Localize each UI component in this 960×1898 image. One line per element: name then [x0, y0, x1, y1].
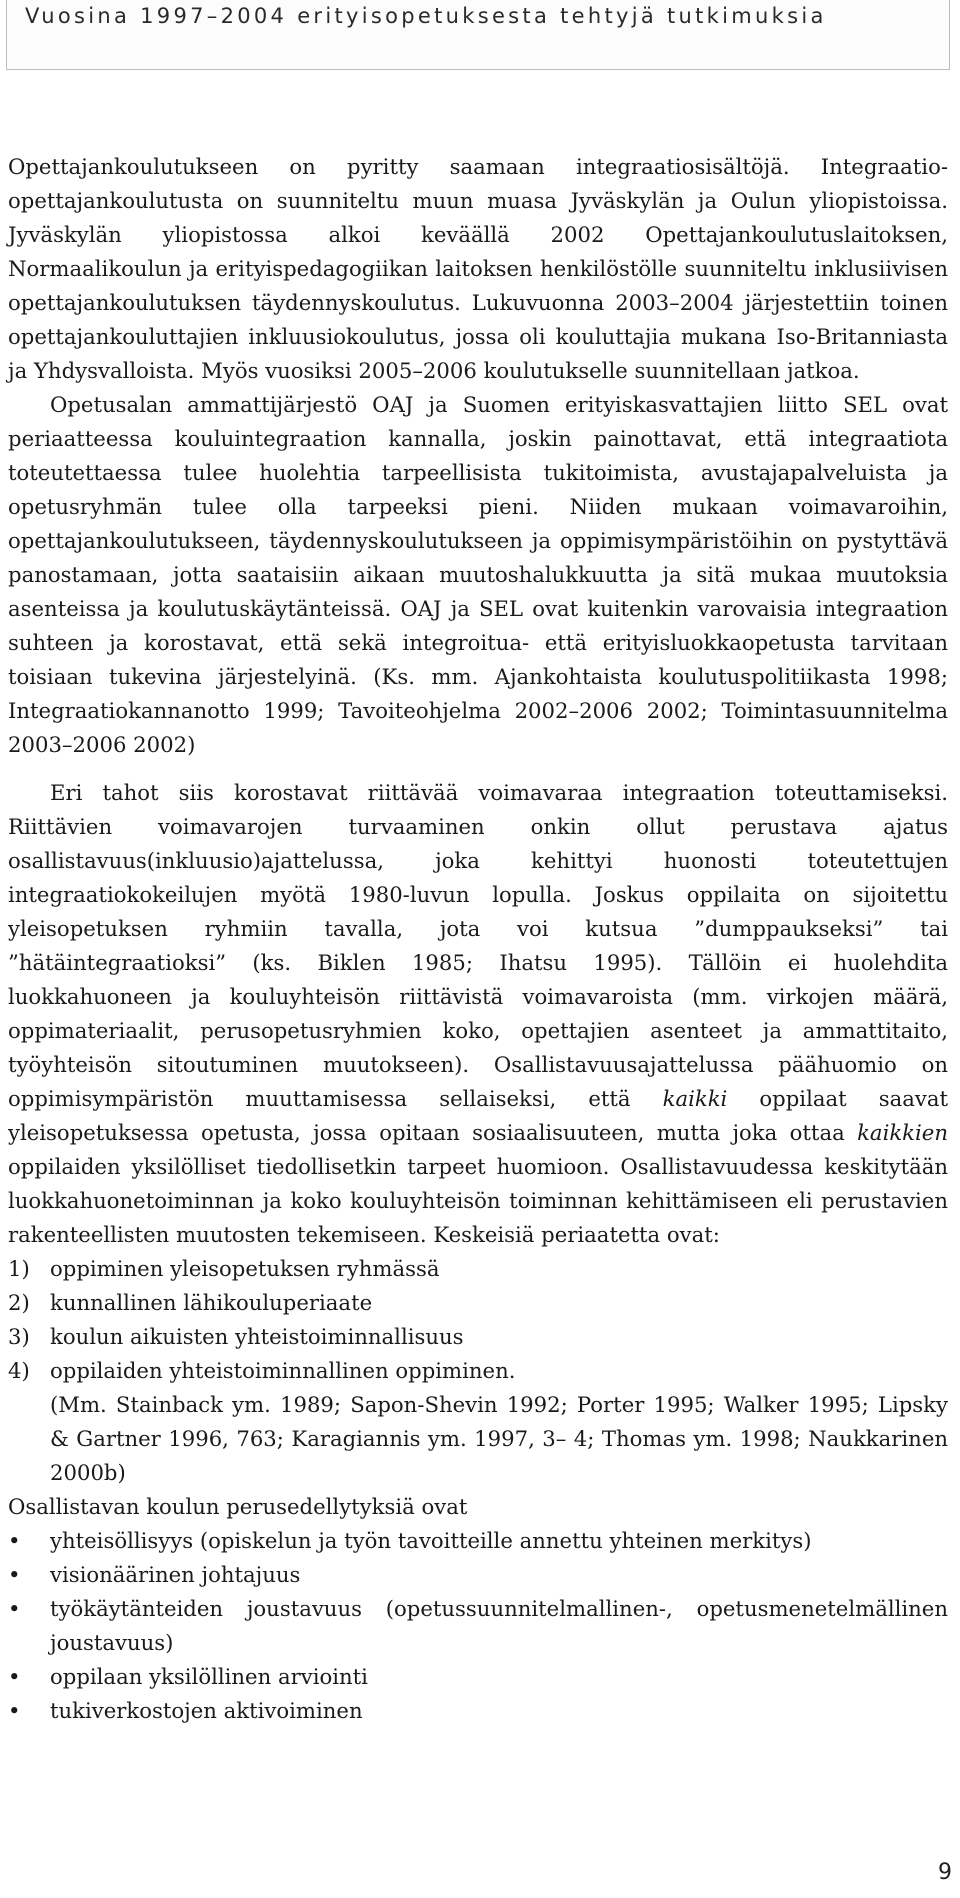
- principle-number: 4): [8, 1358, 30, 1383]
- prerequisite-item: [8, 1660, 948, 1694]
- prerequisite-text: visionäärinen johtajuus: [50, 1562, 301, 1587]
- running-header-box: [6, 0, 950, 70]
- prerequisites-list: [8, 1524, 948, 1728]
- paragraph-inclusion-part1: Eri tahot siis korostavat riittävää voimavaraa integraation toteuttamiseksi. Riittävien voimavarojen turvaaminen onkin ollut perustava ajatus osallistavuus(inkluusio)ajattelussa, joka kehittyi huonosti toteutettujen integraatiokokeilujen myötä 1980-luvun lopulla. Joskus oppilaita on sijoitettu yleisopetuksen ryhmiin tavalla, jota voi kutsua ”dumppaukseksi” tai ”hätäintegraatioksi” (ks. Biklen 1985; Ihatsu 1995). Tällöin ei huolehdita luokkahuoneen ja kouluyhteisön riittävistä voimavaroista (mm. virkojen määrä, oppimateriaalit, perusopetusryhmien koko, opettajien asenteet ja ammattitaito, työyhteisön sitoutuminen muutokseen). Osallistavuusajattelussa päähuomio on oppimisympäristön muuttamisessa sellaiseksi, että: [8, 780, 948, 1111]
- principle-item: [8, 1354, 948, 1388]
- prerequisite-item: [8, 1694, 948, 1728]
- bullet-icon: •: [8, 1698, 21, 1723]
- paragraph-inclusion-part3: oppilaiden yksilölliset tiedollisetkin tarpeet huomioon. Osallistavuudessa keskitytään luokkahuonetoiminnan ja koko kouluyhteisön toiminnan kehittämiseen eli perustavien rakenteellisten muutosten tekemiseen. Keskeisiä periaatetta ovat:: [8, 1154, 948, 1247]
- bullet-icon: •: [8, 1664, 21, 1689]
- prerequisite-text: työkäytänteiden joustavuus (opetussuunnitelmallinen-, opetusmenetelmällinen joustavuus): [50, 1596, 948, 1655]
- prerequisite-text: tukiverkostojen aktivoiminen: [50, 1698, 363, 1723]
- principle-text: oppilaiden yhteistoiminnallinen oppiminen.: [50, 1358, 516, 1383]
- principle-item: [8, 1286, 948, 1320]
- page-number: 9: [938, 1860, 952, 1885]
- principle-item: [8, 1320, 948, 1354]
- principle-text: koulun aikuisten yhteistoiminnallisuus: [50, 1324, 464, 1349]
- prerequisite-text: oppilaan yksilöllinen arviointi: [50, 1664, 368, 1689]
- principles-list: [8, 1252, 948, 1388]
- paragraph-inclusion: [8, 776, 948, 1252]
- principle-text: oppiminen yleisopetuksen ryhmässä: [50, 1256, 440, 1281]
- prerequisite-item: [8, 1592, 948, 1660]
- bullet-icon: •: [8, 1562, 21, 1587]
- paragraph-teacher-education: Opettajankoulutukseen on pyritty saamaan integraatiosisältöjä. Integraatio-opettajankoulutusta on suunniteltu muun muasa Jyväskylän ja Oulun yliopistoissa. Jyväskylän yliopistossa alkoi keväällä 2002 Opettajankoulutuslaitoksen, Normaalikoulun ja erityispedagogiikan laitoksen henkilöstölle suunniteltu inklusiivisen opettajankoulutuksen täydennyskoulutus. Lukuvuonna 2003–2004 järjestettiin toinen opettajankouluttajien inkluusiokoulutus, jossa oli kouluttajia mukana Iso-Britanniasta ja Yhdysvalloista. Myös vuosiksi 2005–2006 koulutukselle suunnitellaan jatkoa.: [8, 154, 948, 383]
- running-header-title: Vuosina 1997–2004 erityisopetuksesta tehtyjä tutkimuksia: [25, 4, 827, 28]
- prerequisite-item: [8, 1524, 948, 1558]
- bullet-icon: •: [8, 1528, 21, 1553]
- prerequisites-intro: Osallistavan koulun perusedellytyksiä ovat: [8, 1494, 468, 1519]
- emphasis-kaikkien: kaikkien: [857, 1120, 948, 1145]
- principle-item: [8, 1252, 948, 1286]
- emphasis-kaikki: kaikki: [662, 1086, 728, 1111]
- prerequisite-item: [8, 1558, 948, 1592]
- principles-references: (Mm. Stainback ym. 1989; Sapon-Shevin 1992; Porter 1995; Walker 1995; Lipsky & Gartner 1996, 763; Karagiannis ym. 1997, 3– 4; Thomas ym. 1998; Naukkarinen 2000b): [50, 1392, 948, 1485]
- principle-number: 1): [8, 1256, 30, 1281]
- paragraph-oaj-sel: Opetusalan ammattijärjestö OAJ ja Suomen erityiskasvattajien liitto SEL ovat periaatteessa kouluintegraation kannalla, joskin painottavat, että integraatiota toteutettaessa tulee huolehtia tarpeellisista tukitoimista, avustajapalveluista ja opetusryhmän tulee olla tarpeeksi pieni. Niiden mukaan voimavaroihin, opettajankoulutukseen, täydennyskoulutukseen ja oppimisympäristöihin on pystyttävä panostamaan, jotta saataisiin aikaan muutoshalukkuutta ja sitä mukaa muutoksia asenteissa ja koulutuskäytänteissä. OAJ ja SEL ovat kuitenkin varovaisia integraation suhteen ja korostavat, että sekä integroitua- että erityisluokkaopetusta tarvitaan toisiaan tukevina järjestelyinä. (Ks. mm. Ajankohtaista koulutuspolitiikasta 1998; Integraatiokannanotto 1999; Tavoiteohjelma 2002–2006 2002; Toimintasuunnitelma 2003–2006 2002): [8, 392, 948, 757]
- paragraph-inclusion-part2: oppilaat saavat yleisopetuksessa opetusta, jossa opitaan sosiaalisuuteen, mutta joka ottaa: [8, 1086, 948, 1145]
- document-body: [8, 150, 948, 1728]
- prerequisite-text: yhteisöllisyys (opiskelun ja työn tavoitteille annettu yhteinen merkitys): [50, 1528, 812, 1553]
- principle-text: kunnallinen lähikouluperiaate: [50, 1290, 373, 1315]
- principle-number: 2): [8, 1290, 30, 1315]
- bullet-icon: •: [8, 1596, 21, 1621]
- principle-number: 3): [8, 1324, 30, 1349]
